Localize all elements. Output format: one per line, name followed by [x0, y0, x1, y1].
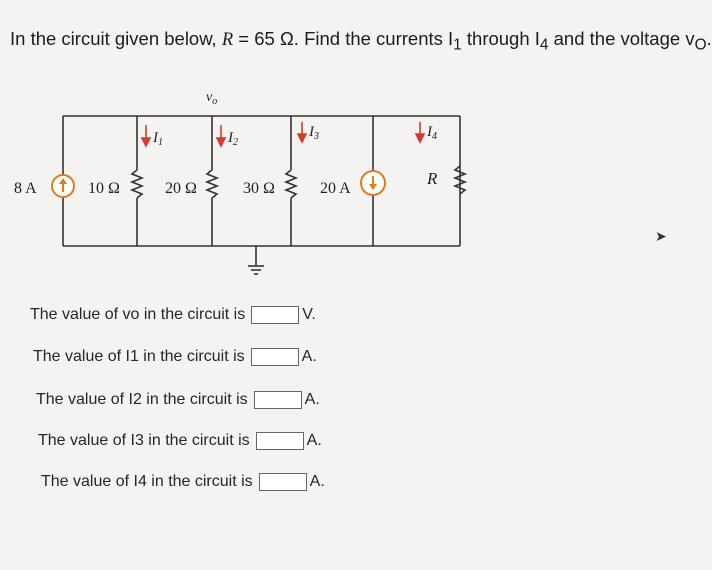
question-suffix: and the voltage	[548, 28, 686, 49]
i3-arrow-icon	[298, 122, 306, 142]
r-value: = 65 Ω. Find the currents	[233, 28, 449, 49]
i1-arrow-icon	[142, 125, 150, 146]
r1-label: 10 Ω	[88, 180, 120, 197]
answer-input-i1[interactable]	[251, 348, 299, 366]
i1-label: $I_1$	[153, 130, 163, 148]
answer-input-vo[interactable]	[251, 306, 299, 324]
answer-row-i1	[33, 348, 317, 366]
r3-resistor	[286, 170, 296, 198]
answer-row-i2	[36, 391, 320, 409]
source-right-label: 20 A	[320, 180, 351, 197]
i1-symbol: I	[448, 28, 454, 49]
answer-unit-i4: A.	[309, 473, 325, 490]
r-symbol: R	[221, 30, 234, 50]
answer-unit-vo: V.	[302, 306, 316, 323]
answer-label-i4: The value of I4 in the circuit is	[41, 473, 253, 490]
answer-input-i2[interactable]	[254, 391, 302, 409]
i2-arrow-icon	[217, 125, 225, 146]
mouse-pointer-icon: ➤	[655, 228, 667, 244]
question-end: .	[706, 28, 712, 49]
answer-row-i4	[41, 473, 325, 491]
r2-label: 20 Ω	[165, 180, 197, 197]
i3-label: $I_3$	[309, 124, 319, 142]
i4-sub: 4	[539, 36, 549, 54]
source-left-label: 8 A	[14, 180, 37, 197]
answer-label-i2: The value of I2 in the circuit is	[36, 391, 248, 408]
answer-unit-i3: A.	[306, 432, 322, 449]
answer-row-i3	[38, 432, 322, 450]
answer-label-i1: The value of I1 in the circuit is	[33, 348, 245, 365]
i2-label: $I_2$	[228, 130, 238, 148]
answer-input-i3[interactable]	[256, 432, 304, 450]
answer-row-vo	[30, 306, 316, 324]
r2-resistor	[207, 170, 217, 198]
vo-symbol: v	[685, 28, 695, 49]
question-prefix: In the circuit given below,	[10, 28, 222, 49]
answer-unit-i1: A.	[301, 348, 317, 365]
r4-label: R	[427, 169, 438, 188]
through-word: through	[461, 28, 535, 49]
r3-label: 30 Ω	[243, 180, 275, 197]
answer-unit-i2: A.	[304, 391, 320, 408]
answer-label-i3: The value of I3 in the circuit is	[38, 432, 250, 449]
vo-sub: O	[694, 36, 707, 54]
vo-label: $v_o$	[206, 90, 218, 107]
i4-arrow-icon	[416, 122, 424, 142]
i4-label: $I_4$	[427, 124, 437, 142]
answer-input-i4[interactable]	[259, 473, 307, 491]
r1-resistor	[132, 170, 142, 198]
i1-sub: 1	[453, 36, 462, 54]
answer-label-vo: The value of vo in the circuit is	[30, 306, 246, 323]
i4-symbol: I	[534, 28, 540, 49]
